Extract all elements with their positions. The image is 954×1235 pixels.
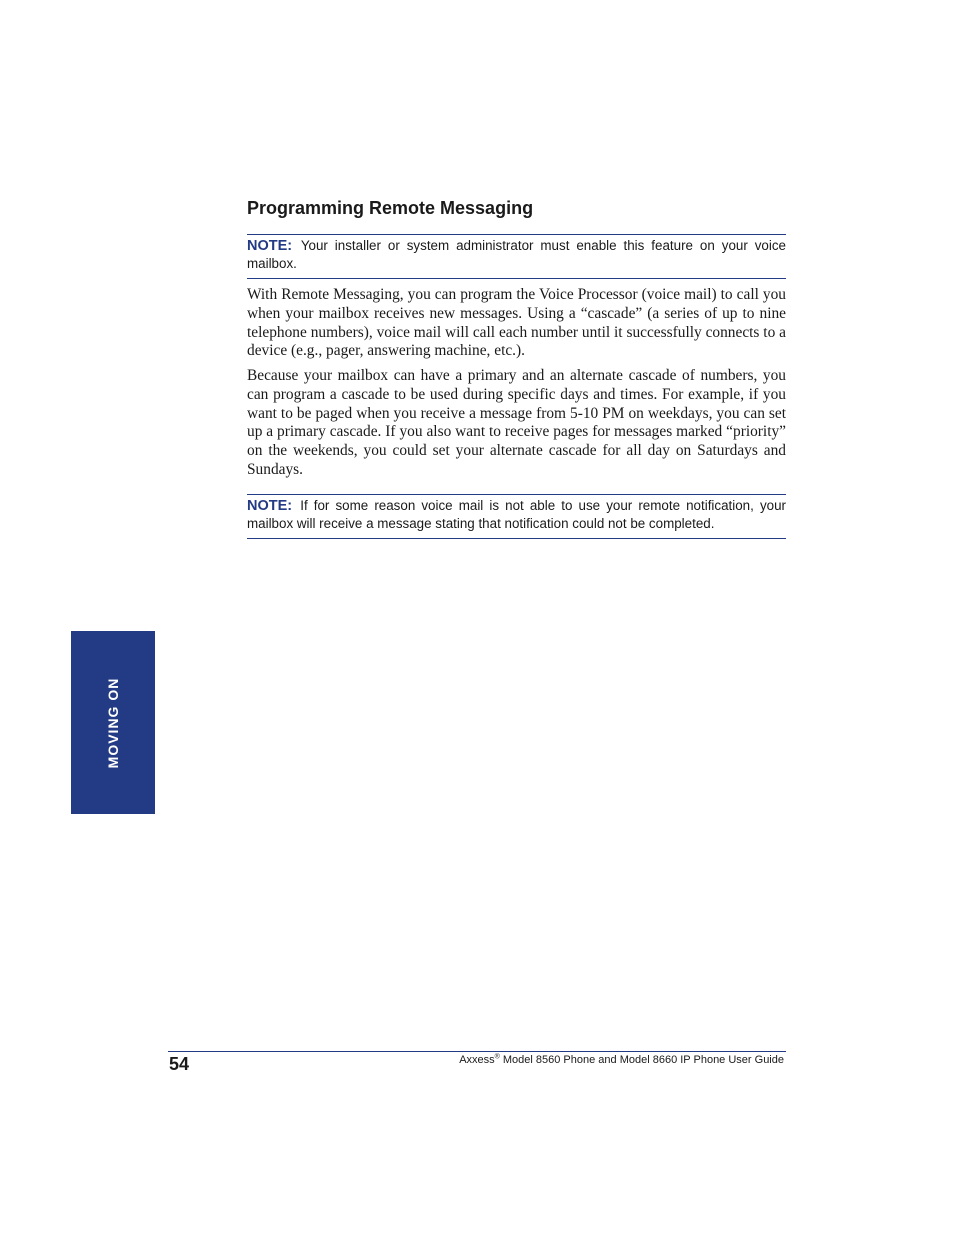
footer-title-text: Model 8560 Phone and Model 8660 IP Phone User Guide bbox=[499, 1054, 784, 1066]
footer-brand: Axxess bbox=[459, 1054, 495, 1066]
chapter-side-tab bbox=[71, 631, 155, 814]
chapter-tab-label: MOVING ON bbox=[105, 677, 121, 768]
note-box-installer bbox=[247, 234, 786, 279]
page-number: 54 bbox=[169, 1054, 190, 1074]
note-box-notification bbox=[247, 494, 786, 539]
note-label: NOTE: bbox=[247, 498, 293, 514]
footer-rule bbox=[168, 1051, 786, 1052]
note-label: NOTE: bbox=[247, 238, 293, 254]
note-text: If for some reason voice mail is not able to use your remote notification, your mailbox will receive a message stating that notification could not be completed. bbox=[247, 498, 786, 531]
body-paragraph-cascade: Because your mailbox can have a primary and an alternate cascade of numbers, you can program a cascade to be used during specific days and times. For example, if you want to be paged when you receive a message from 5-10 PM on weekdays, you can set up a primary cascade. If you also want to receive pages for messages marked “priority” on the weekends, you could set your alternate cascade for all day on Saturdays and Sundays. bbox=[247, 367, 786, 478]
footer-guide-title bbox=[459, 1054, 784, 1066]
section-heading: Programming Remote Messaging bbox=[247, 198, 534, 218]
body-paragraph-intro: With Remote Messaging, you can program the Voice Processor (voice mail) to call you when your mailbox receives new messages. Using a “cascade” (a series of up to nine telephone numbers), voice mail will call each number until it successfully connects to a device (e.g., pager, answering machine, etc.). bbox=[247, 286, 786, 360]
note-text: Your installer or system administrator must enable this feature on your voice mailbox. bbox=[247, 238, 786, 271]
registered-mark: ® bbox=[494, 1053, 500, 1061]
